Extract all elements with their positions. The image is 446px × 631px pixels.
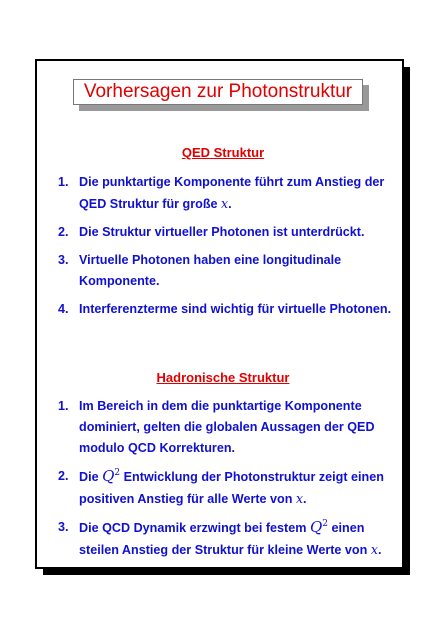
list-item: 1. Die punktartige Komponente führt zum Anstieg der QED Struktur für große x. (58, 175, 385, 211)
list-item: 2. Die $Q^2$ Entwicklung der Photonstruktur zeigt einen positiven Anstieg für alle Werte von x. (58, 467, 384, 506)
list-item: 3. Virtuelle Photonen haben eine longitudinale Komponente. (58, 253, 342, 288)
math-x: x (295, 491, 304, 506)
hadronic-heading: Hadronische Struktur (156, 370, 290, 385)
qed-list (58, 172, 403, 327)
math-q-squared: $Q^2$ (309, 518, 328, 536)
math-x: x (370, 542, 378, 557)
qed-heading: QED Struktur (181, 145, 265, 160)
list-item: 1. Im Bereich in dem die punktartige Komponente dominiert, gelten die globalen Aussagen der QED modulo QCD Korrekturen. (58, 399, 375, 455)
list-item: 3. Die QCD Dynamik erzwingt bei festem $Q^2$ einen steilen Anstieg der Struktur für kleine Werte von x. (58, 518, 382, 557)
math-x: x (221, 196, 229, 211)
slide-title: Vorhersagen zur Photonstruktur (73, 79, 363, 105)
hadronic-list (58, 396, 403, 568)
list-item: 2. Die Struktur virtueller Photonen ist unterdrückt. (58, 225, 365, 239)
math-q-squared: $Q^2$ (102, 467, 121, 485)
list-item: 4. Interferenzterme sind wichtig für virtuelle Photonen. (58, 302, 392, 316)
